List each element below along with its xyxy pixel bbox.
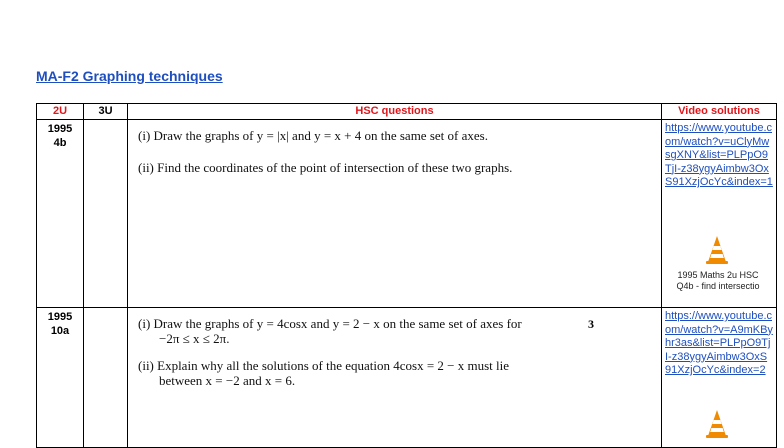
header-video-solutions: Video solutions	[662, 104, 777, 120]
vlc-cone-icon[interactable]	[705, 235, 729, 265]
page-heading: MA-F2 Graphing techniques	[36, 68, 223, 84]
question-cell	[128, 120, 662, 308]
question-number: 10a	[50, 325, 70, 337]
question-part-ii-range: between x = −2 and x = 6.	[159, 373, 296, 388]
header-2u: 2U	[37, 104, 84, 120]
question-part-i-range: −2π ≤ x ≤ 2π.	[159, 331, 230, 346]
video-link[interactable]: https://www.youtube.com/watch?v=A9mKByhr3as&list=PLPpO9TjI-z38ygyAimbw3OxS91XzjOcYc&index=2	[665, 310, 773, 376]
video-cell	[662, 120, 777, 308]
header-row	[37, 104, 777, 120]
header-hsc-questions: HSC questions	[128, 104, 662, 120]
video-caption: 1995 Maths 2u HSC	[677, 270, 759, 280]
vlc-cone-icon[interactable]	[705, 409, 729, 439]
table-row	[37, 120, 777, 308]
year-cell	[37, 308, 84, 448]
3u-cell	[84, 308, 128, 448]
question-cell	[128, 308, 662, 448]
table-row	[37, 308, 777, 448]
question-part-ii: (ii) Explain why all the solutions of the equation 4cosx = 2 − x must lie	[138, 358, 510, 373]
year-label: 1995	[47, 123, 73, 135]
question-part-ii: (ii) Find the coordinates of the point of intersection of these two graphs.	[138, 160, 513, 175]
year-cell	[37, 120, 84, 308]
video-cell	[662, 308, 777, 448]
video-link[interactable]: https://www.youtube.com/watch?v=uClyMwsgXNY&list=PLPpO9TjI-z38ygyAimbw3OxS91XzjOcYc&index=1	[665, 122, 773, 188]
video-caption: Q4b - find intersectio	[676, 281, 760, 291]
question-part-i: (i) Draw the graphs of y = |x| and y = x + 4 on the same set of axes.	[138, 128, 488, 143]
header-3u: 3U	[84, 104, 128, 120]
marks-value: 3	[588, 317, 594, 331]
questions-table	[36, 103, 777, 448]
question-part-i: (i) Draw the graphs of y = 4cosx and y = 2 − x on the same set of axes for	[138, 316, 522, 331]
question-number: 4b	[53, 137, 67, 149]
3u-cell	[84, 120, 128, 308]
year-label: 1995	[47, 311, 73, 323]
